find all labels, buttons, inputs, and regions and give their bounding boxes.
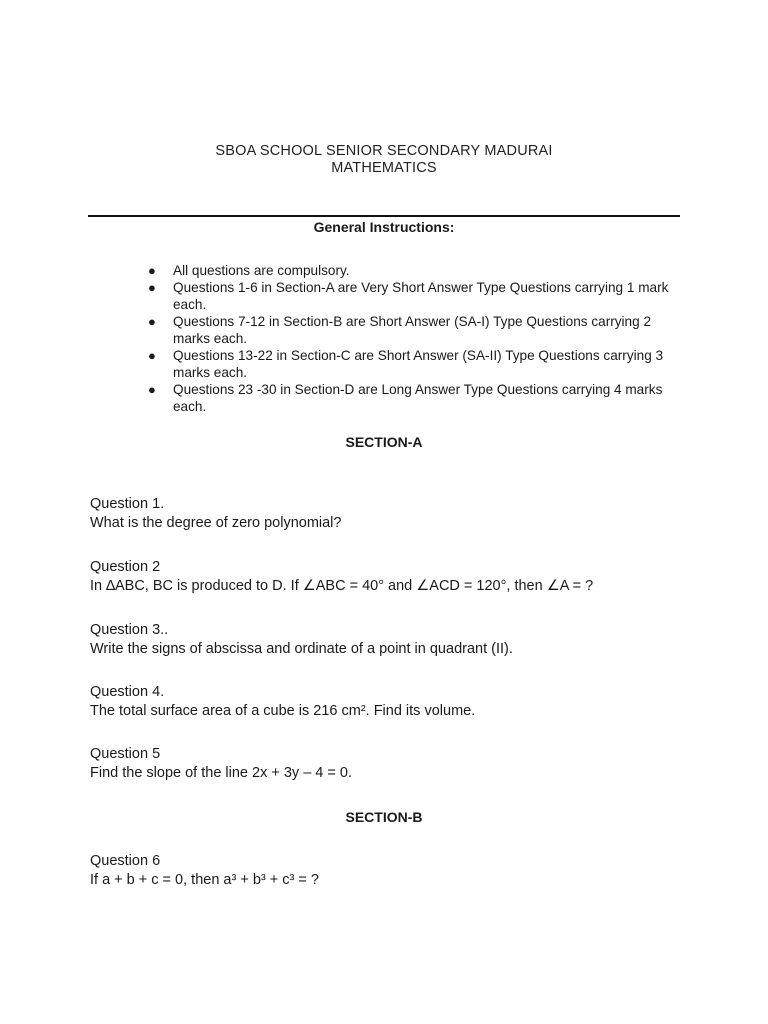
question-text: The total surface area of a cube is 216 cm². Find its volume. bbox=[90, 703, 476, 719]
question-text: If a + b + c = 0, then a³ + b³ + c³ = ? bbox=[90, 872, 319, 888]
bullet-icon: ● bbox=[148, 280, 156, 295]
question-number: Question 1. bbox=[90, 496, 165, 512]
question-block bbox=[90, 495, 690, 533]
instruction-line-continued: each. bbox=[173, 399, 207, 414]
bullet-icon: ● bbox=[148, 382, 156, 397]
bullet-icon: ● bbox=[148, 263, 156, 278]
question-number: Question 4. bbox=[90, 684, 165, 700]
instruction-line: Questions 23 -30 in Section-D are Long Answer Type Questions carrying 4 marks bbox=[173, 382, 663, 397]
question-number: Question 2 bbox=[90, 559, 161, 575]
instruction-item bbox=[148, 381, 683, 415]
question-block bbox=[90, 558, 690, 596]
question-block bbox=[90, 745, 690, 783]
question-number: Question 5 bbox=[90, 746, 161, 762]
instructions-list bbox=[148, 262, 683, 415]
question-text: Write the signs of abscissa and ordinate of a point in quadrant (II). bbox=[90, 641, 513, 657]
instruction-line: Questions 13-22 in Section-C are Short Answer (SA-II) Type Questions carrying 3 bbox=[173, 348, 664, 363]
question-block bbox=[90, 683, 690, 721]
question-block bbox=[90, 621, 690, 659]
bullet-icon: ● bbox=[148, 314, 156, 329]
general-instructions-title: General Instructions: bbox=[313, 219, 455, 235]
document-header bbox=[0, 143, 768, 177]
section-a-title: SECTION-A bbox=[345, 434, 423, 450]
question-text: In ∆ABC, BC is produced to D. If ∠ABC = 40° and ∠ACD = 120°, then ∠A = ? bbox=[90, 578, 594, 594]
instruction-line: Questions 7-12 in Section-B are Short Answer (SA-I) Type Questions carrying 2 bbox=[173, 314, 652, 329]
instruction-line-continued: marks each. bbox=[173, 365, 248, 380]
question-text: Find the slope of the line 2x + 3y – 4 = 0. bbox=[90, 765, 352, 781]
instruction-item bbox=[148, 347, 683, 381]
school-name: SBOA SCHOOL SENIOR SECONDARY MADURAI bbox=[215, 143, 553, 159]
horizontal-divider bbox=[88, 215, 680, 217]
question-block bbox=[90, 852, 690, 890]
instruction-line: Questions 1-6 in Section-A are Very Short Answer Type Questions carrying 1 mark bbox=[173, 280, 669, 295]
section-b-title: SECTION-B bbox=[345, 809, 423, 825]
bullet-icon: ● bbox=[148, 348, 156, 363]
instruction-line-continued: marks each. bbox=[173, 331, 248, 346]
instruction-item bbox=[148, 262, 683, 279]
instruction-item bbox=[148, 313, 683, 347]
instruction-item bbox=[148, 279, 683, 313]
instruction-line-continued: each. bbox=[173, 297, 207, 312]
question-number: Question 3.. bbox=[90, 622, 169, 638]
instruction-line: All questions are compulsory. bbox=[173, 263, 350, 278]
subject-name: MATHEMATICS bbox=[331, 160, 437, 176]
question-number: Question 6 bbox=[90, 853, 161, 869]
question-text: What is the degree of zero polynomial? bbox=[90, 515, 342, 531]
